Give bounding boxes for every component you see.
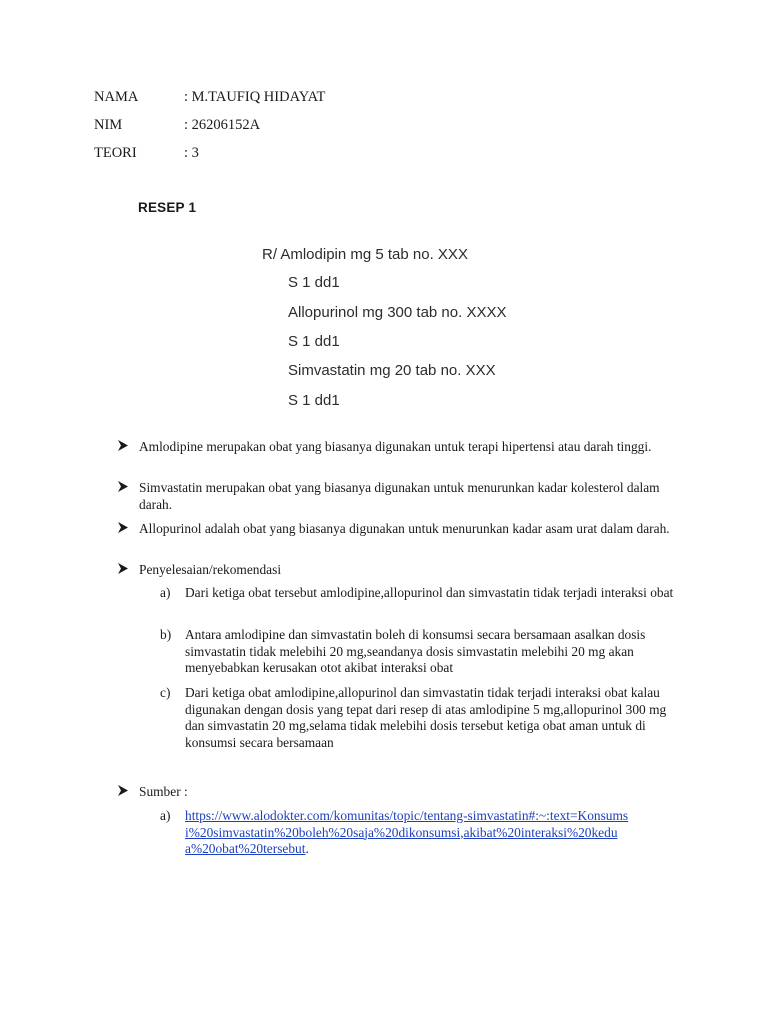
bullet-item-sumber: [117, 783, 677, 800]
bullet-item: [117, 520, 677, 537]
prescription-image: [262, 242, 562, 412]
recommendation-item: [160, 585, 680, 602]
bullet-text: Penyelesaian/rekomendasi: [139, 562, 282, 577]
prescription-line: Allopurinol mg 300 tab no. XXXX: [288, 304, 507, 321]
arrowhead-bullet-icon: [117, 480, 129, 493]
source-link[interactable]: https://www.alodokter.com/komunitas/topic/tentang-simvastatin#:~:text=Konsumsi%20simvastatin%20boleh%20saja%20dikonsumsi,akibat%20interaksi%20kedua%20obat%20tersebut: [185, 808, 629, 856]
prescription-line: Simvastatin mg 20 tab no. XXX: [288, 362, 496, 379]
bullet-text: Allopurinol adalah obat yang biasanya digunakan untuk menurunkan kadar asam urat dalam darah.: [139, 521, 670, 536]
bullet-item: [117, 438, 677, 455]
header-label: TEORI: [94, 145, 137, 161]
bullet-text: Simvastatin merupakan obat yang biasanya digunakan untuk menurunkan kadar kolesterol dalam darah.: [139, 480, 660, 512]
prescription-line: S 1 dd1: [288, 392, 340, 409]
recommendation-label: c): [160, 685, 171, 700]
prescription-line: S 1 dd1: [288, 274, 340, 291]
arrowhead-bullet-icon: [117, 521, 129, 534]
source-item: [160, 808, 630, 858]
arrowhead-bullet-icon: [117, 439, 129, 452]
recommendation-label: b): [160, 627, 172, 642]
prescription-line: R/ Amlodipin mg 5 tab no. XXX: [262, 246, 468, 263]
recommendation-item: [160, 685, 680, 751]
arrowhead-bullet-icon: [117, 784, 129, 797]
bullet-item: [117, 561, 677, 578]
bullet-item: [117, 479, 677, 513]
recommendation-label: a): [160, 585, 171, 600]
bullet-text: Amlodipine merupakan obat yang biasanya digunakan untuk terapi hipertensi atau darah tinggi.: [139, 439, 652, 454]
header-value: : 26206152A: [184, 117, 261, 133]
source-suffix: .: [305, 841, 309, 856]
resep-title: RESEP 1: [138, 200, 197, 215]
source-text: [185, 808, 630, 858]
recommendation-item: [160, 627, 680, 677]
header-label: NAMA: [94, 89, 139, 105]
source-label: a): [160, 808, 171, 823]
sumber-label: Sumber :: [139, 784, 188, 799]
recommendation-text: Dari ketiga obat amlodipine,allopurinol dan simvastatin tidak terjadi interaksi obat kalau digunakan dengan dosis yang tepat dari resep di atas amlodipine 5 mg,allopurinol 300 mg dan simvastatin 20 mg,selama tidak melebihi dosis tersebut ketiga obat aman untuk di konsumsi secara bersamaan: [185, 685, 667, 750]
header-label: NIM: [94, 117, 123, 133]
arrowhead-bullet-icon: [117, 562, 129, 575]
prescription-line: S 1 dd1: [288, 333, 340, 350]
header-value: : M.TAUFIQ HIDAYAT: [184, 89, 326, 105]
recommendation-text: Antara amlodipine dan simvastatin boleh di konsumsi secara bersamaan asalkan dosis simvastatin tidak melebihi 20 mg,seandanya dosis simvastatin melebihi 20 mg akan menyebabkan kerusakan otot akibat interaksi obat: [185, 627, 646, 675]
recommendation-text: Dari ketiga obat tersebut amlodipine,allopurinol dan simvastatin tidak terjadi interaksi obat: [185, 585, 674, 600]
header-value: : 3: [184, 145, 199, 161]
